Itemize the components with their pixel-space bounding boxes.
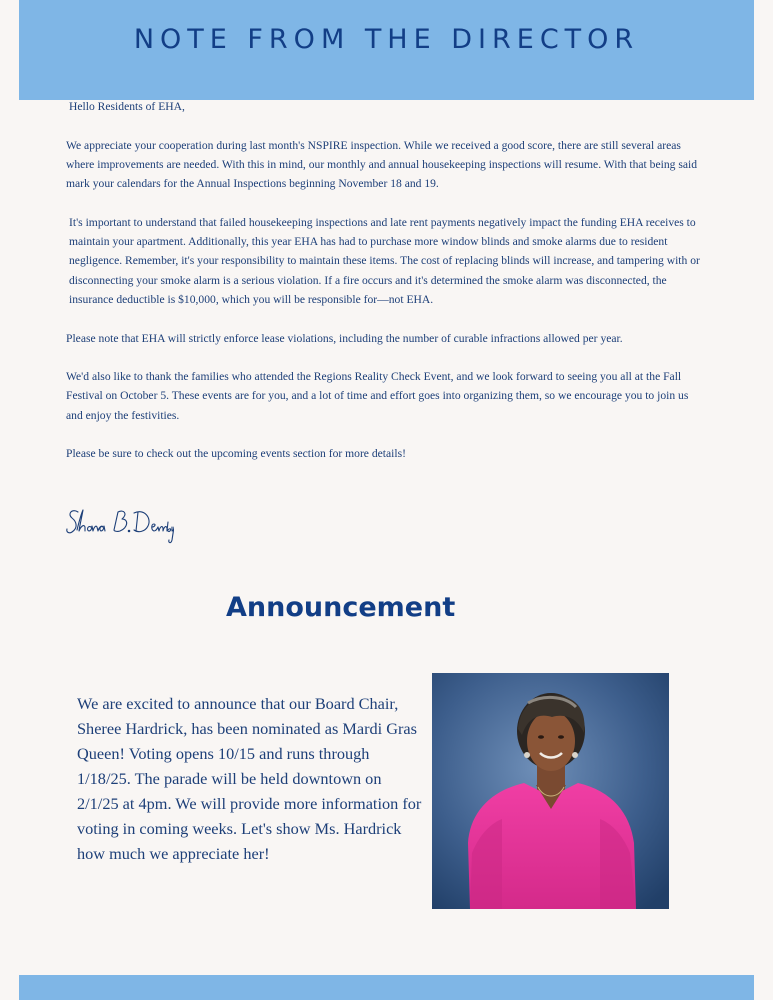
letter-paragraph: We'd also like to thank the families who attended the Regions Reality Check Event, and we look forward to seeing you all at the Fall Festival on October 5. These events are for you, and a lot of time and effort goes into organizing them, so we encourage you to join us and enjoy the festivities. <box>66 370 689 422</box>
letter-paragraph: Please be sure to check out the upcoming events section for more details! <box>66 447 406 461</box>
director-signature <box>64 500 174 548</box>
letter-paragraph: We appreciate your cooperation during last month's NSPIRE inspection. While we received a good score, there are still several areas where improvements are needed. With this in mind, our monthly and annual housekeeping inspections will resume. With that being said mark your calendars for the Annual Inspections beginning November 18 and 19. <box>66 138 698 191</box>
letter-paragraph: It's important to understand that failed housekeeping inspections and late rent payments negatively impact the funding EHA receives to maintain your apartment. Additionally, this year EHA has had to purchase more window blinds and smoke alarms due to resident negligence. Remember, it's your responsibility to maintain these items. The cost of replacing blinds will increase, and tampering with or disconnecting your smoke alarm is a serious violation. If a fire occurs and it's determined the smoke alarm was disconnected, the insurance deductible is $10,000, which you will be responsible for—not EHA. <box>69 215 700 306</box>
footer-band <box>19 975 754 1000</box>
announcement-title: Announcement <box>226 592 456 623</box>
letter-greeting: Hello Residents of EHA, <box>69 100 185 113</box>
director-letter <box>66 97 706 483</box>
letter-paragraph: Please note that EHA will strictly enforce lease violations, including the number of curable infractions allowed per year. <box>66 331 623 345</box>
portrait-illustration <box>432 673 669 909</box>
portrait-photo <box>432 673 669 909</box>
header-band <box>19 0 754 100</box>
announcement-body: We are excited to announce that our Board Chair, Sheree Hardrick, has been nominated as Mardi Gras Queen! Voting opens 10/15 and runs through 1/18/25. The parade will be held downtown on 2/1/25 at 4pm. We will provide more information for voting in coming weeks. Let's show Ms. Hardrick how much we appreciate her! <box>77 694 422 863</box>
page-title: NOTE FROM THE DIRECTOR <box>133 24 640 55</box>
